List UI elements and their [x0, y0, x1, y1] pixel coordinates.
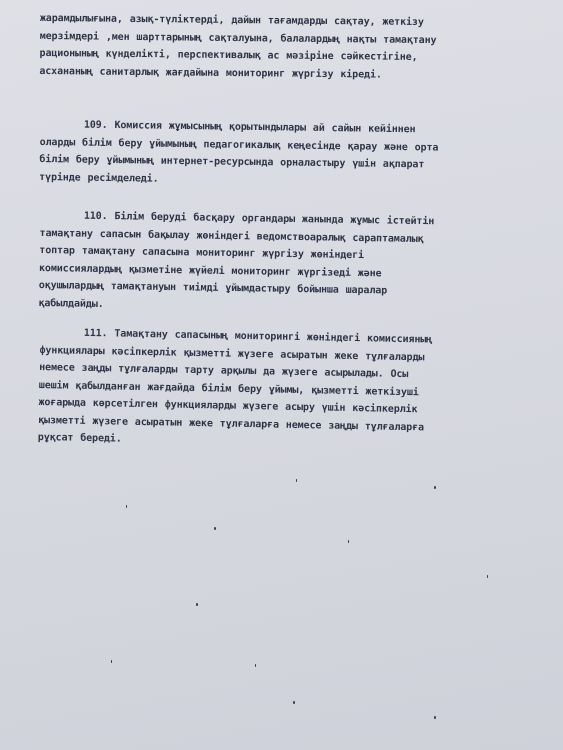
scan-speck — [487, 575, 488, 578]
scan-speck — [434, 716, 436, 719]
paragraph-continuation — [39, 10, 518, 85]
text-line: түрінде ресімделеді. — [39, 171, 159, 185]
scan-speck — [434, 486, 436, 489]
paragraph-110 — [38, 207, 518, 319]
scan-speck — [111, 660, 112, 663]
scan-speck — [293, 701, 295, 704]
text-line: рұқсат береді. — [37, 431, 122, 445]
text-line: 110. Білім беруді басқару органдары жанында жұмыс істейтін — [83, 210, 435, 228]
text-line: комиссиялардың қызметіне жүйелі мониторинг жүргізеді және — [38, 262, 382, 279]
paragraph-109 — [39, 116, 518, 193]
text-line: жоғарыда көрсетілген функцияларды жүзеге асыру үшін кәсіпкерлік — [38, 396, 418, 416]
text-line: жарамдылығына, азық-түліктерді, дайын тағамдарды сақтау, жеткізу — [39, 12, 424, 29]
text-line: қабылдайды. — [38, 297, 104, 310]
scan-speck — [126, 505, 127, 508]
text-line: 111. Тамақтану сапасының мониторингі жөніндегі комиссияның — [83, 327, 433, 346]
text-line: тамақтану сапасын бақылау жөніндегі ведомствоаралық сараптамалық — [39, 227, 424, 245]
text-line: рационының күнделікті, перспективалық ас мәзіріне сәйкестігіне, — [39, 47, 418, 63]
scan-speck — [214, 527, 216, 530]
text-line: шешім қабылданған жағдайда білім беру ұйымы, қызметті жеткізуші — [38, 379, 419, 398]
scan-speck — [348, 540, 349, 543]
scan-speck — [255, 664, 256, 667]
text-line: оқушылардың тамақтануын тиімді ұйымдастыру бойынша шаралар — [38, 279, 388, 297]
paragraph-111 — [38, 324, 518, 456]
text-line: білім беру ұйымының интернет-ресурсында орналастыру үшін ақпарат — [39, 153, 425, 171]
scan-speck — [296, 479, 297, 482]
text-line: функциялары кәсіпкерлік қызметті жүзеге асыратын жеке тұлғаларды — [39, 344, 425, 363]
text-line: оларды білім беру ұйымының педагогикалық кеңесінде қарау және орта — [39, 136, 439, 154]
text-line: немесе заңды тұлғаларды тарту арқылы да жүзеге асырылады. Осы — [39, 361, 409, 381]
text-line: қызметті жүзеге асыратын жеке тұлғаларға немесе заңды тұлғаларға — [38, 414, 425, 433]
text-line: 109. Комиссия жұмысының қорытындылары ай сайын кейіннен — [83, 119, 416, 136]
scan-speck — [196, 603, 198, 606]
text-line: мерзімдері ,мен шарттарының сақталуына, балалардың нақты тамақтану — [39, 30, 437, 46]
text-line: асхананың санитарлық жағдайына мониторинг жүргізу кіреді. — [39, 65, 382, 81]
text-line: топтар тамақтану сапасына мониторинг жүргізу жөніндегі — [39, 244, 365, 262]
